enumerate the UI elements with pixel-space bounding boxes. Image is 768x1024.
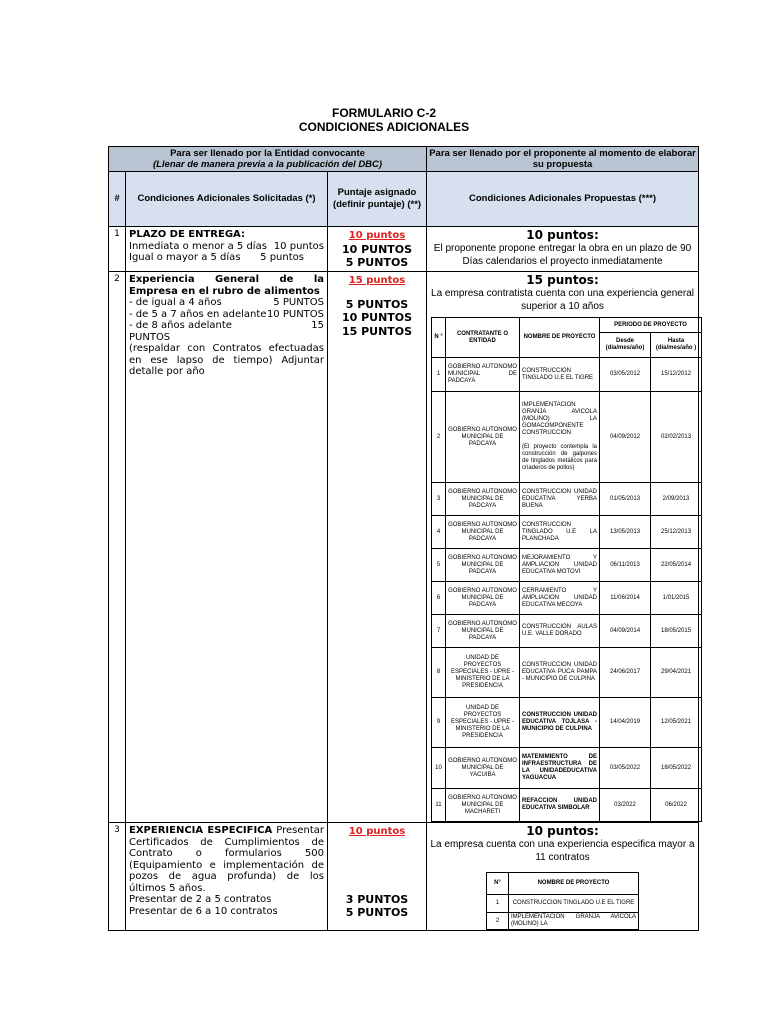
general-experience-table xyxy=(431,317,702,822)
col-conditions-header: Condiciones Adicionales Solicitadas (*) xyxy=(126,172,328,227)
sub-col-num: N° xyxy=(487,873,509,895)
conditions-table xyxy=(108,146,699,931)
table-row: 9 UNIDAD DE PROYECTOS ESPECIALES - UPRE - MINISTERIO DE LA PRESIDENCIA CONSTRUCCION UNIDAD EDUCATIVA TOJLASA - MUNICIPIO DE CULPINA 14/04/2019 12/05/2021 xyxy=(432,698,702,748)
row-number: 3 xyxy=(109,823,126,931)
proponent-header: Para ser llenado por el proponente al momento de elaborar su propuesta xyxy=(427,147,699,172)
sub-col-num: N ° xyxy=(432,318,446,358)
points-cell: 10 puntos 3 PUNTOS 5 PUNTOS xyxy=(328,823,427,931)
col-num-header: # xyxy=(109,172,126,227)
sub-col-project: NOMBRE DE PROYECTO xyxy=(520,318,600,358)
table-row: 2 IMPLEMENTACION GRANJA AVICOLA (MOLINO) LA xyxy=(487,913,639,930)
col-points-header: Puntaje asignado (definir puntaje) (**) xyxy=(328,172,427,227)
condition-row-2 xyxy=(109,272,699,823)
sub-col-entity: CONTRATANTE O ENTIDAD xyxy=(446,318,520,358)
form-code: FORMULARIO C-2 xyxy=(332,106,436,120)
sub-col-period: PERIODO DE PROYECTO xyxy=(600,318,702,333)
condition-text: PLAZO DE ENTREGA: Inmediata o menor a 5 días 10 puntos Igual o mayor a 5 días 5 puntos xyxy=(126,227,328,272)
table-row: 4 GOBIERNO AUTONOMO MUNICIPAL DE PADCAYA CONSTRUCCION TINGLADO U.E LA PLANCHADA 13/05/2013 25/12/2013 xyxy=(432,516,702,549)
row-number: 2 xyxy=(109,272,126,823)
points-cell: 15 puntos 5 PUNTOS 10 PUNTOS 15 PUNTOS xyxy=(328,272,427,823)
proposal-cell: 10 puntos: El proponente propone entregar la obra en un plazo de 90 Días calendarios el proyecto inmediatamente xyxy=(427,227,699,272)
table-row: 1 CONSTRUCCION TINGLADO U.E EL TIGRE xyxy=(487,895,639,913)
table-row: 5 GOBIERNO AUTONOMO MUNICIPAL DE PADCAYA MEJORAMIENTO Y AMPLIACION UNIDAD EDUCATIVA MOTOVI 06/11/2013 22/05/2014 xyxy=(432,549,702,582)
table-row: 6 GOBIERNO AUTONOMO MUNICIPAL DE PADCAYA CERRAMIENTO Y AMPLIACION UNIDAD EDUCATIVA MECOYA 11/06/2014 1/01/2015 xyxy=(432,582,702,615)
entity-header: Para ser llenado por la Entidad convocante (Llenar de manera previa a la publicación del DBC) xyxy=(109,147,427,172)
table-row: 1 GOBIERNO AUTONOMO MUNICIPAL DE PADCAYA CONSTRUCCION TINGLADO U.E EL TIGRE 03/05/2012 15/12/2012 xyxy=(432,358,702,392)
specific-experience-table xyxy=(486,872,639,930)
condition-row-1 xyxy=(109,227,699,272)
table-row: 11 GOBIERNO AUTONOMO MUNICIPAL DE MACHARETI REFACCION UNIDAD EDUCATIVA SIMBOLAR 03/2022 06/2022 xyxy=(432,789,702,822)
sub-col-to: Hasta (día/mes/año ) xyxy=(651,333,702,358)
proposal-cell: 15 puntos: La empresa contratista cuenta con una experiencia general superior a 10 años N ° CONTRATANTE O ENTIDAD NOMBRE DE PROYECTO PERIODO DE PROYECTO Desde (día/mes/año) Hasta (día/mes/año ) 1 GOBIERNO AUTONOMO MUNICIPAL DE PADCAYA CONSTRUCCION TINGLADO U.E EL TIGRE 03/05/2012 15/12/2012 2 GOBIERNO AUTONOMO MUNICIPAL DE PADCAYA IMPLEMENTACION GRANJA AVICOLA (MOLINO) LA GOMACOMPONENTE CONSTRUCCION (El proyecto contempla la construcción de galpones de tinglados metálicos para criaderos de pollos) 04/09/2012 02/02/2013 3 GOBIERNO AUTONOMO MUNICIPAL DE PADCAYA CONSTRUCCION UNIDAD EDUCATIVA YERBA BUENA 01/05/2013 2/09/2013 4 GOBIERNO AUTONOMO MUNICIPAL DE PADCAYA CONSTRUCCION TINGLADO U.E LA PLANCHADA 13/05/2013 25/12/2013 5 GOBIERNO AUTONOMO MUNICIPAL DE PADCAYA MEJORAMIENTO Y AMPLIACION UNIDAD EDUCATIVA MOTOVI 06/11/2013 22/05/2014 6 GOBIERNO AUTONOMO MUNICIPAL DE PADCAYA CERRAMIENTO Y AMPLIACION UNIDAD EDUCATIVA MECOYA 11/06/2014 1/01/2015 7 GOBIERNO AUTONOMO MUNICIPAL DE PADCAYA CONSTRUCCION AULAS U.E. VALLE DORADO 04/09/2014 18/05/2015 8 UNIDAD DE PROYECTOS ESPECIALES - UPRE - MINISTERIO DE LA PRESIDENCIA CONSTRUCCION UNIDAD EDUCATIVA PUCA PAMPA - MUNICIPIO DE CULPINA 24/06/2017 29/04/2021 9 UNIDAD DE PROYECTOS ESPECIALES - UPRE - MINISTERIO DE LA PRESIDENCIA CONSTRUCCION UNIDAD EDUCATIVA TOJLASA - MUNICIPIO DE CULPINA 14/04/2019 12/05/2021 10 GOBIERNO AUTONOMO MUNICIPAL DE YACUIBA MATENIMIENTO DE INFRAESTRUCTURA DE LA UNIDADEDUCATIVA YAGUACUA 03/05/2022 18/05/2022 11 GOBIERNO AUTONOMO MUNICIPAL DE MACHARETI REFACCION UNIDAD EDUCATIVA SIMBOLAR 03/2022 06/2022 xyxy=(427,272,699,823)
table-row: 3 GOBIERNO AUTONOMO MUNICIPAL DE PADCAYA CONSTRUCCION UNIDAD EDUCATIVA YERBA BUENA 01/05/2013 2/09/2013 xyxy=(432,483,702,516)
table-row: 10 GOBIERNO AUTONOMO MUNICIPAL DE YACUIBA MATENIMIENTO DE INFRAESTRUCTURA DE LA UNIDADEDUCATIVA YAGUACUA 03/05/2022 18/05/2022 xyxy=(432,748,702,789)
sub-col-project: NOMBRE DE PROYECTO xyxy=(509,873,639,895)
condition-row-3 xyxy=(109,823,699,931)
sub-col-from: Desde (día/mes/año) xyxy=(600,333,651,358)
table-row: 8 UNIDAD DE PROYECTOS ESPECIALES - UPRE - MINISTERIO DE LA PRESIDENCIA CONSTRUCCION UNIDAD EDUCATIVA PUCA PAMPA - MUNICIPIO DE CULPINA 24/06/2017 29/04/2021 xyxy=(432,648,702,698)
form-title: CONDICIONES ADICIONALES xyxy=(298,120,470,134)
table-row: 2 GOBIERNO AUTONOMO MUNICIPAL DE PADCAYA IMPLEMENTACION GRANJA AVICOLA (MOLINO) LA GOMACOMPONENTE CONSTRUCCION (El proyecto contempla la construcción de galpones de tinglados metálicos para criaderos de pollos) 04/09/2012 02/02/2013 xyxy=(432,392,702,483)
proposal-cell: 10 puntos: La empresa cuenta con una experiencia especifica mayor a 11 contratos N° NOMBRE DE PROYECTO 1 CONSTRUCCION TINGLADO U.E EL TIGRE 2 IMPLEMENTACION GRANJA AVICOLA (MOLINO) LA xyxy=(427,823,699,931)
table-row: 7 GOBIERNO AUTONOMO MUNICIPAL DE PADCAYA CONSTRUCCION AULAS U.E. VALLE DORADO 04/09/2014 18/05/2015 xyxy=(432,615,702,648)
row-number: 1 xyxy=(109,227,126,272)
condition-text: Experiencia General de la Empresa en el rubro de alimentos - de igual a 4 años 5 PUNTOS - de 5 a 7 años en adelante 10 PUNTOS - de 8 años adelante 15 PUNTOS (respaldar con Contratos efectuadas en ese lapso de tiempo) Adjuntar detalle por año xyxy=(126,272,328,823)
points-cell: 10 puntos 10 PUNTOS 5 PUNTOS xyxy=(328,227,427,272)
condition-text: EXPERIENCIA ESPECIFICA Presentar Certificados de Cumplimientos de Contrato o formularios 500 (Equipamiento e implementación de pozos de agua profunda) de los últimos 5 años. Presentar de 2 a 5 contratos Presentar de 6 a 10 contratos xyxy=(126,823,328,931)
col-proposed-header: Condiciones Adicionales Propuestas (***) xyxy=(427,172,699,227)
